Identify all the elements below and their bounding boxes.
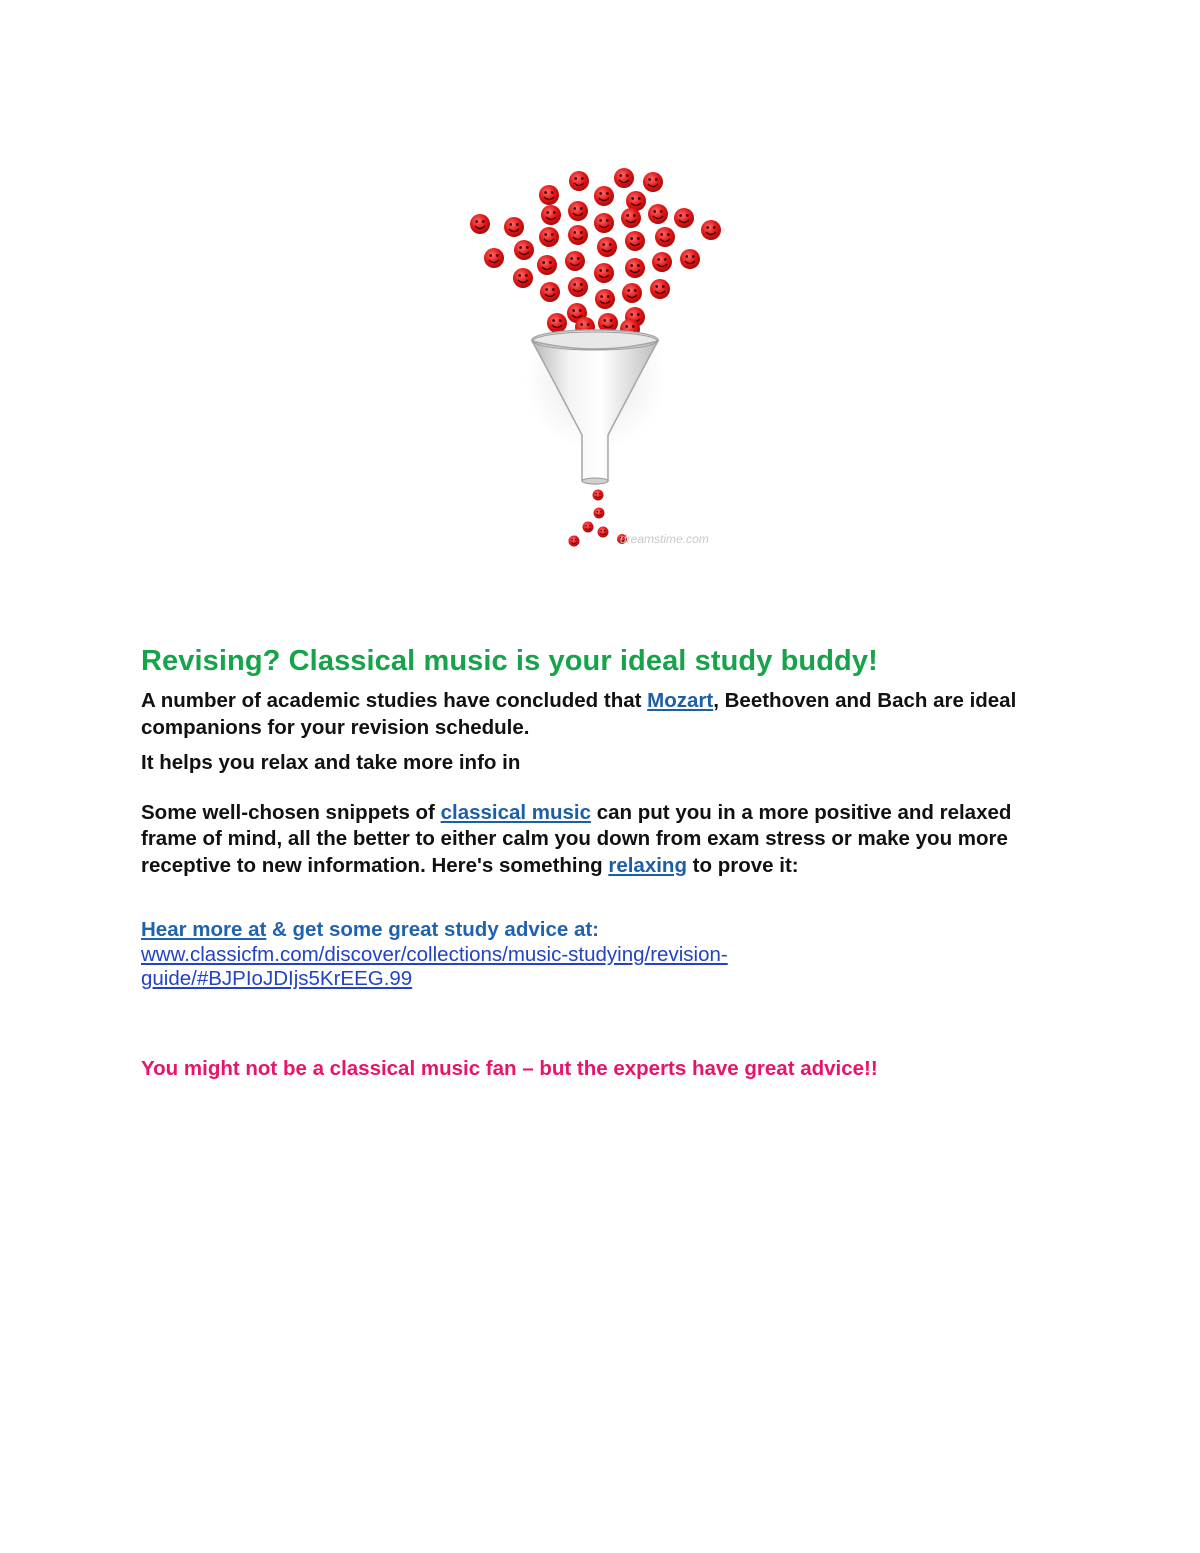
snippets-text-middle: can put you in a more positive and relaxed frame of mind, all the better to either calm you down from exam stress or make you more receptive to new information. Here's something [141,800,1012,877]
snippets-text-after: to prove it: [686,853,799,877]
funnel-illustration [460,165,750,560]
snippets-paragraph [141,800,1071,880]
classical-music-link[interactable]: classical music [440,800,592,824]
snippets-text-before: Some well-chosen snippets of [141,800,441,824]
document-content [141,642,1071,1082]
intro-paragraph [141,688,1071,741]
mozart-link[interactable]: Mozart [647,689,714,712]
classicfm-url-link[interactable]: www.classicfm.com/discover/collections/music-studying/revision-guide/#BJPIoJDIjs5KrEEG.99 [141,943,728,990]
hear-more-link[interactable]: Hear more at [141,918,267,941]
closing-line: You might not be a classical music fan – but the experts have great advice!! [141,1057,878,1080]
relaxing-link[interactable]: relaxing [608,853,687,877]
relax-paragraph: It helps you relax and take more info in [141,751,521,774]
hear-more-block [141,917,1071,991]
hear-more-text: & get some great study advice at: [266,918,599,941]
watermark-text: dreamstime.com [620,532,709,546]
intro-text-after: , Beethoven and Bach are ideal companions for your revision schedule. [141,689,1017,739]
page-title: Revising? Classical music is your ideal study buddy! [141,645,878,677]
dropping-smileys [569,490,628,547]
hear-more-line [141,917,1071,943]
intro-text-before: A number of academic studies have concluded that [141,689,648,712]
